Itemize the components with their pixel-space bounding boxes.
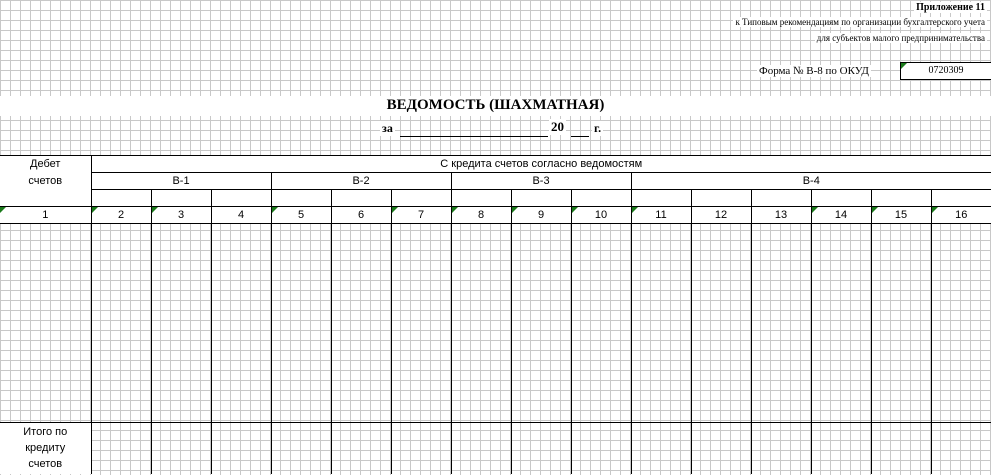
data-cell[interactable]: [631, 224, 691, 423]
column-number: 2: [117, 209, 125, 221]
comment-marker-icon: [812, 207, 818, 213]
total-cell[interactable]: [691, 423, 751, 474]
total-cell[interactable]: [811, 423, 871, 474]
comment-marker-icon: [872, 207, 878, 213]
credit-header: С кредита счетов согласно ведомостям: [91, 156, 991, 173]
group-header: В-2: [271, 173, 451, 190]
year-prefix: 20: [551, 119, 564, 134]
column-number: 5: [297, 209, 305, 221]
data-cell[interactable]: [271, 224, 331, 423]
total-cell[interactable]: [511, 423, 571, 474]
column-number-cell: [211, 207, 271, 224]
account-cell[interactable]: [331, 190, 391, 207]
data-cell[interactable]: [511, 224, 571, 423]
debit-label-bottom: счетов: [0, 173, 91, 190]
column-number-cell: [691, 207, 751, 224]
total-cell[interactable]: [211, 423, 271, 474]
column-number: 13: [774, 209, 788, 221]
okud-code-value: 0720309: [928, 65, 964, 76]
account-cell[interactable]: [751, 190, 811, 207]
column-number-cell: [811, 207, 871, 224]
column-number: 8: [477, 209, 485, 221]
comment-marker-icon: [272, 207, 278, 213]
data-cell[interactable]: [391, 224, 451, 423]
comment-marker-icon: [512, 207, 518, 213]
total-cell[interactable]: [871, 423, 931, 474]
total-cell[interactable]: [91, 423, 151, 474]
comment-marker-icon: [632, 207, 638, 213]
data-cell[interactable]: [751, 224, 811, 423]
column-number-cell: [631, 207, 691, 224]
column-number-cell: [751, 207, 811, 224]
data-cell[interactable]: [871, 224, 931, 423]
account-cell[interactable]: [931, 190, 991, 207]
column-number: 10: [594, 209, 608, 221]
total-cell[interactable]: [331, 423, 391, 474]
form-okud-label: Форма № В-8 по ОКУД: [759, 65, 869, 77]
comment-marker-icon: [452, 207, 458, 213]
total-cell[interactable]: [751, 423, 811, 474]
column-number-cell: [871, 207, 931, 224]
total-cell[interactable]: [151, 423, 211, 474]
debit-label-top: Дебет: [0, 156, 91, 173]
total-cell[interactable]: [631, 423, 691, 474]
recommendation-line-2: для субъектов малого предпринимательства: [816, 33, 985, 43]
account-cell[interactable]: [511, 190, 571, 207]
account-cell[interactable]: [691, 190, 751, 207]
data-cell[interactable]: [571, 224, 631, 423]
okud-code-cell[interactable]: [900, 62, 991, 80]
column-number: 15: [894, 209, 908, 221]
comment-marker-icon: [152, 207, 158, 213]
column-number-cell: [151, 207, 211, 224]
group-header: В-1: [91, 173, 271, 190]
comment-marker-icon: [92, 207, 98, 213]
account-cell[interactable]: [451, 190, 511, 207]
year-input-line[interactable]: [571, 136, 589, 137]
column-number: 14: [834, 209, 848, 221]
data-cell[interactable]: [451, 224, 511, 423]
comment-marker-icon: [392, 207, 398, 213]
total-label-line-3: счетов: [28, 458, 63, 471]
year-suffix: г.: [594, 121, 602, 135]
total-cell[interactable]: [451, 423, 511, 474]
total-credit-label: [0, 423, 91, 474]
data-cell[interactable]: [931, 224, 991, 423]
account-cell[interactable]: [871, 190, 931, 207]
comment-marker-icon: [0, 207, 6, 213]
column-number: 11: [655, 209, 667, 221]
comment-marker-icon: [901, 63, 907, 69]
account-cell[interactable]: [91, 190, 151, 207]
period-prefix: за: [382, 121, 393, 135]
page-title: ВЕДОМОСТЬ (ШАХМАТНАЯ): [386, 97, 605, 113]
data-cell[interactable]: [811, 224, 871, 423]
comment-marker-icon: [572, 207, 578, 213]
data-cell[interactable]: [91, 224, 151, 423]
total-label-line-1: Итого по: [23, 426, 68, 439]
column-number: 4: [237, 209, 245, 221]
account-cell[interactable]: [811, 190, 871, 207]
total-cell[interactable]: [571, 423, 631, 474]
column-number-cell: [91, 207, 151, 224]
data-cell[interactable]: [691, 224, 751, 423]
account-cell[interactable]: [271, 190, 331, 207]
recommendation-line-1: к Типовым рекомендациям по организации бухгалтерского учета: [735, 17, 985, 27]
account-cell[interactable]: [631, 190, 691, 207]
debit-label-spacer: [0, 190, 91, 207]
column-number-cell: [931, 207, 991, 224]
column-number: 12: [714, 209, 728, 221]
data-cell[interactable]: [211, 224, 271, 423]
account-cell[interactable]: [151, 190, 211, 207]
appendix-title: Приложение 11: [916, 2, 985, 13]
account-cell[interactable]: [211, 190, 271, 207]
total-cell[interactable]: [271, 423, 331, 474]
group-header: В-3: [451, 173, 631, 190]
data-cell[interactable]: [331, 224, 391, 423]
column-number-cell: [0, 207, 91, 224]
column-number: 3: [177, 209, 185, 221]
group-header: В-4: [631, 173, 991, 190]
period-input-line[interactable]: [400, 136, 548, 137]
debit-accounts-column[interactable]: [0, 224, 91, 423]
column-number-cell: [571, 207, 631, 224]
column-number-cell: [271, 207, 331, 224]
total-cell[interactable]: [391, 423, 451, 474]
column-number-cell: [331, 207, 391, 224]
column-number-cell: [511, 207, 571, 224]
column-number: 16: [955, 209, 968, 221]
comment-marker-icon: [932, 207, 938, 213]
column-number-cell: [391, 207, 451, 224]
column-number: 6: [357, 209, 365, 221]
column-number: 7: [417, 209, 425, 221]
total-label-line-2: кредиту: [25, 442, 66, 455]
total-cell[interactable]: [931, 423, 991, 474]
data-cell[interactable]: [151, 224, 211, 423]
column-number-cell: [451, 207, 511, 224]
account-cell[interactable]: [571, 190, 631, 207]
column-number: 9: [537, 209, 545, 221]
column-number: 1: [42, 209, 49, 221]
account-cell[interactable]: [391, 190, 451, 207]
ledger-table: [0, 155, 991, 474]
